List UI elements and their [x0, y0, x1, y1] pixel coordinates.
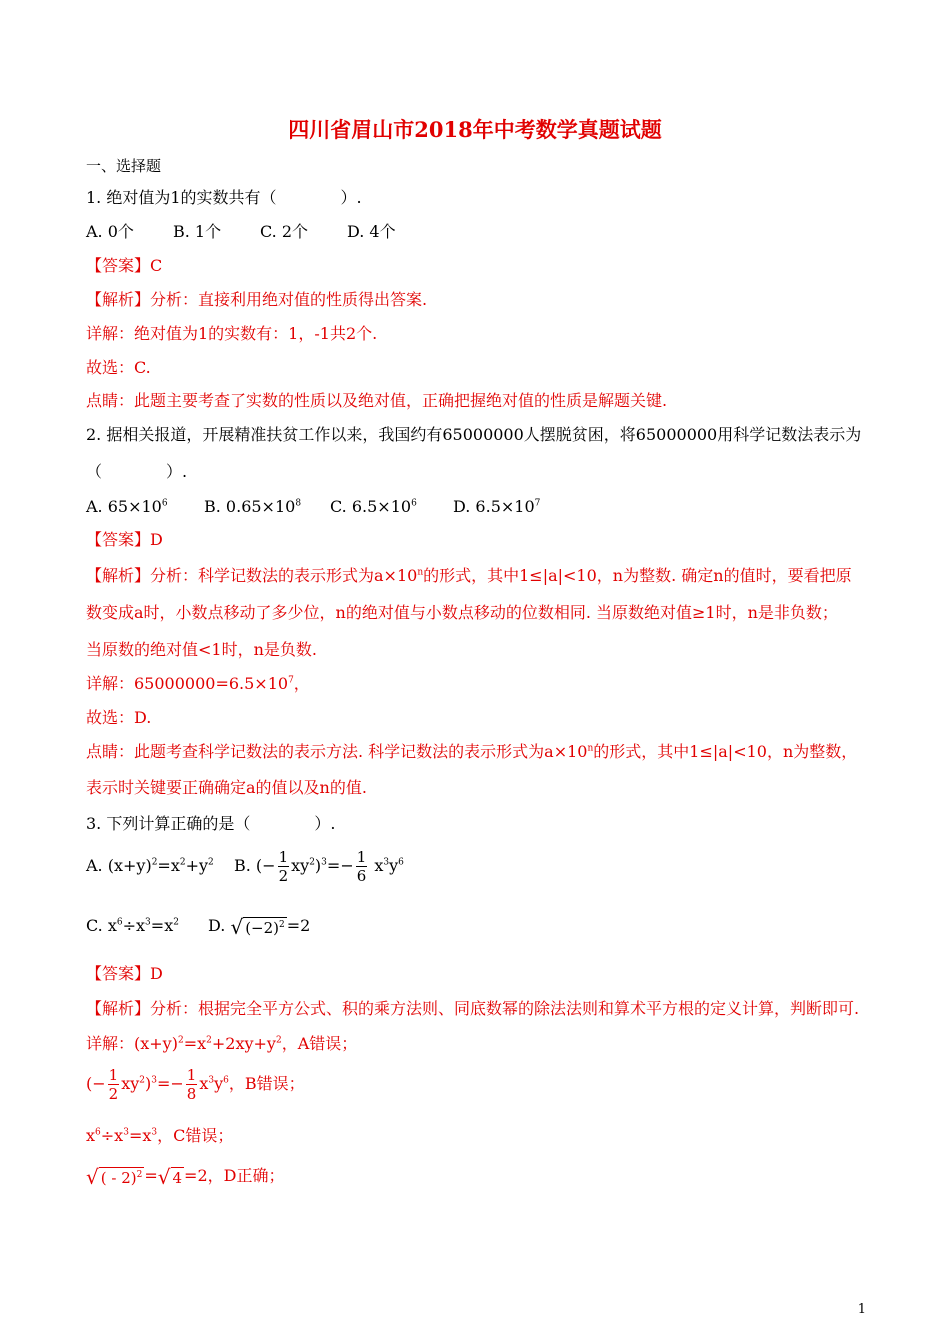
sqrt-symbol: √ $(-2)^2$ [230, 914, 285, 939]
q3-options-cd [86, 906, 310, 946]
q2-comment-line2: 表示时关键要正确确定a的值以及n的值. [86, 778, 367, 797]
q3-option-b: B. (− $\frac{1}{2}$ $xy^2)^3=-$ $\frac{1}{6}$ $x^3y^6$ [234, 848, 404, 885]
fraction: $\frac{1}{6}$ [356, 848, 367, 885]
q1-answer: 【答案】C [86, 256, 163, 275]
q2-option-d: D. $6.5\times 10^7$ [453, 497, 541, 516]
q2-option-a: A. $65\times 10^6$ [86, 497, 168, 516]
q2-option-b: B. $0.65\times 10^8$ [204, 497, 302, 516]
q2-analysis-line3: 当原数的绝对值<1时，n是负数. [86, 640, 317, 659]
q1-option-d: D. 4个 [347, 222, 396, 241]
q2-stem-line1: 2. 据相关报道，开展精准扶贫工作以来，我国约有65000000人摆脱贫困，将65000000用科学记数法表示为 [86, 425, 862, 444]
sqrt-symbol: √ 4 [157, 1164, 183, 1189]
q3-option-c: C. $x^6\div x^3=x^2$ [86, 916, 179, 935]
q1-comment: 点睛：此题主要考查了实数的性质以及绝对值，正确把握绝对值的性质是解题关键. [86, 391, 668, 410]
page-number: 1 [857, 1302, 866, 1317]
q2-comment-line1: 点睛：此题考查科学记数法的表示方法. 科学记数法的表示形式为$a\times 10^n$的形式，其中1≤|a|<10，n为整数， [86, 742, 858, 761]
q1-options [86, 222, 396, 242]
section-heading: 一、选择题 [86, 157, 162, 175]
q2-answer: 【答案】D [86, 530, 163, 549]
q3-options-ab [86, 846, 404, 886]
q3-detail-a: 详解：$(x+y)^2=x^2+2xy+y^2$，A错误； [86, 1034, 358, 1053]
q3-analysis: 【解析】分析：根据完全平方公式、积的乘方法则、同底数幂的除法法则和算术平方根的定义计算，判断即可. [86, 999, 860, 1018]
q2-stem-line2: （ ）. [86, 462, 188, 481]
q3-option-d: D. √ $(-2)^2$ =2 [208, 914, 311, 939]
q3-detail-c: $x^6\div x^3=x^3$，C错误； [86, 1126, 234, 1145]
fraction: $\frac{1}{2}$ [278, 848, 289, 885]
q3-stem: 3. 下列计算正确的是（ ）. [86, 814, 336, 833]
fraction: $\frac{1}{8}$ [186, 1066, 197, 1103]
q3-option-a: A. $(x+y)^2=x^2+y^2$ [86, 856, 214, 875]
fraction: $\frac{1}{2}$ [108, 1066, 119, 1103]
q3-detail-d: √ ( - 2)$^2$ = √ 4 =2，D正确； [86, 1164, 285, 1189]
sqrt-symbol: √ ( - 2)$^2$ [86, 1164, 143, 1189]
q2-choice: 故选：D. [86, 708, 152, 727]
q1-option-c: C. 2个 [260, 222, 309, 241]
q1-detail: 详解：绝对值为1的实数有：1，-1共2个. [86, 324, 378, 343]
page-title: 四川省眉山市2018年中考数学真题试题 [288, 117, 662, 142]
q3-answer: 【答案】D [86, 964, 163, 983]
q2-option-c: C. $6.5\times 10^6$ [330, 497, 417, 516]
q2-options [86, 497, 540, 517]
q3-detail-b: (− $\frac{1}{2}$ $xy^2)^3=-$ $\frac{1}{8}$ $x^3y^6$，B错误； [86, 1066, 305, 1103]
q2-analysis-line1: 【解析】分析：科学记数法的表示形式为$a\times 10^n$的形式，其中1≤|a|<10，n为整数. 确定n的值时，要看把原 [86, 566, 852, 585]
q2-analysis-line2: 数变成a时，小数点移动了多少位，n的绝对值与小数点移动的位数相同. 当原数绝对值≥1时，n是非负数； [86, 603, 838, 622]
q1-option-a: A. 0个 [86, 222, 134, 241]
q1-choice: 故选：C. [86, 358, 151, 377]
q2-detail: 详解：$65000000=6.5\times 10^7$， [86, 674, 310, 693]
q1-stem: 1. 绝对值为1的实数共有（ ）. [86, 188, 362, 207]
q1-analysis: 【解析】分析：直接利用绝对值的性质得出答案. [86, 290, 428, 309]
q1-option-b: B. 1个 [173, 222, 222, 241]
